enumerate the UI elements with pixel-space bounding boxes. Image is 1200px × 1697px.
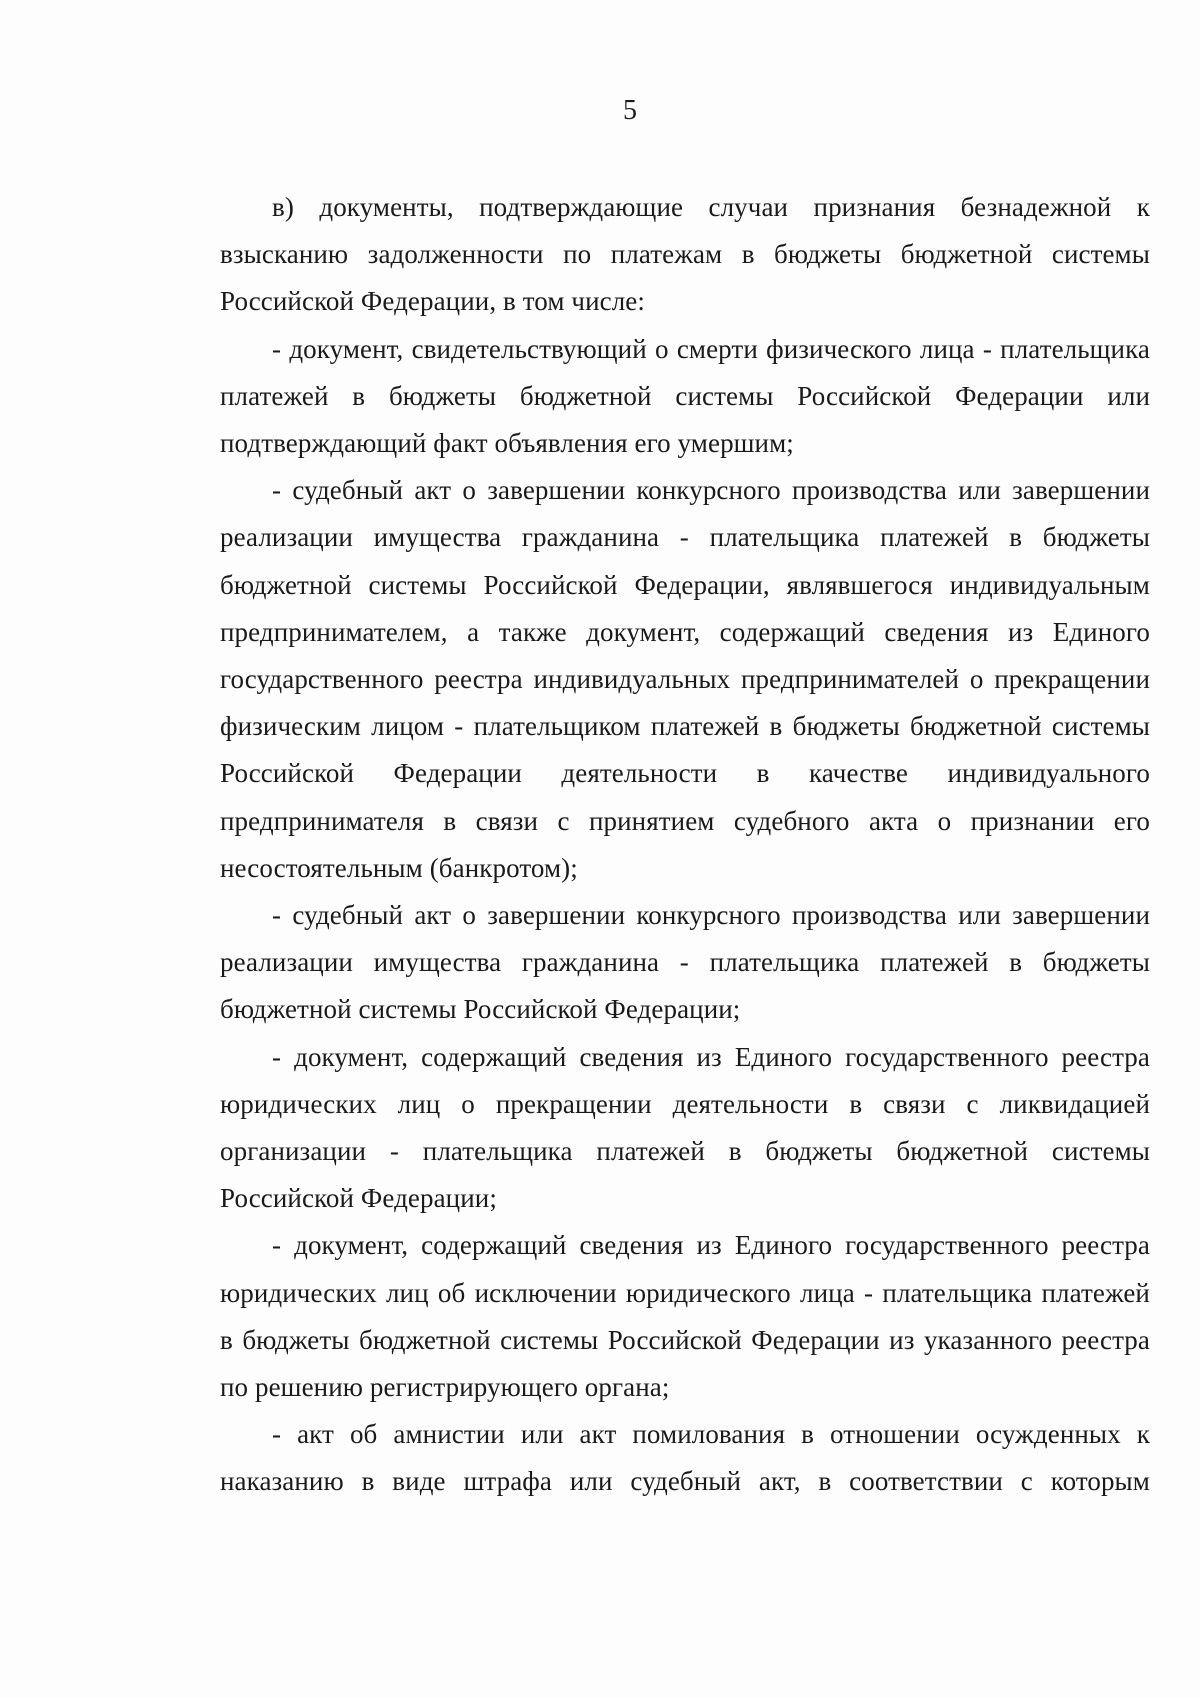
paragraph-bankruptcy-citizen: - судебный акт о завершении конкурсного производства или завершении реализации имущества гражданина - плательщика платежей в бюджеты бюджетной системы Российской Федерации; [220,900,1150,1025]
document-body [220,184,1150,1506]
paragraph-bankruptcy-entrepreneur: - судебный акт о завершении конкурсного производства или завершении реализации имущества гражданина - плательщика платежей в бюджеты бюджетной системы Российской Федерации, являвшегося индивидуальным предпринимателем, а также документ, содержащий сведения из Единого государственного реестра индивидуальных предпринимателей о прекращении физическим лицом - плательщиком платежей в бюджеты бюджетной системы Российской Федерации деятельности в качестве индивидуального предпринимателя в связи с принятием судебного акта о признании его несостоятельным (банкротом); [220,475,1150,883]
page-number: 5 [623,95,637,126]
paragraph-liquidation: - документ, содержащий сведения из Единого государственного реестра юридических лиц о прекращении деятельности в связи с ликвидацией организации - плательщика платежей в бюджеты бюджетной системы Российской Федерации; [220,1041,1150,1214]
paragraph-documents-intro: в) документы, подтверждающие случаи признания безнадежной к взысканию задолженности по платежам в бюджеты бюджетной системы Российской Федерации, в том числе: [220,192,1150,317]
paragraph-amnesty: - акт об амнистии или акт помилования в отношении осужденных к наказанию в виде штрафа или судебный акт, в соответствии с которым [220,1419,1150,1497]
paragraph-exclusion-from-register: - документ, содержащий сведения из Единого государственного реестра юридических лиц об исключении юридического лица - плательщика платежей в бюджеты бюджетной системы Российской Федерации из указанного реестра по решению регистрирующего органа; [220,1230,1150,1403]
paragraph-death-certificate: - документ, свидетельствующий о смерти физического лица - плательщика платежей в бюджеты бюджетной системы Российской Федерации или подтверждающий факт объявления его умершим; [220,333,1150,459]
